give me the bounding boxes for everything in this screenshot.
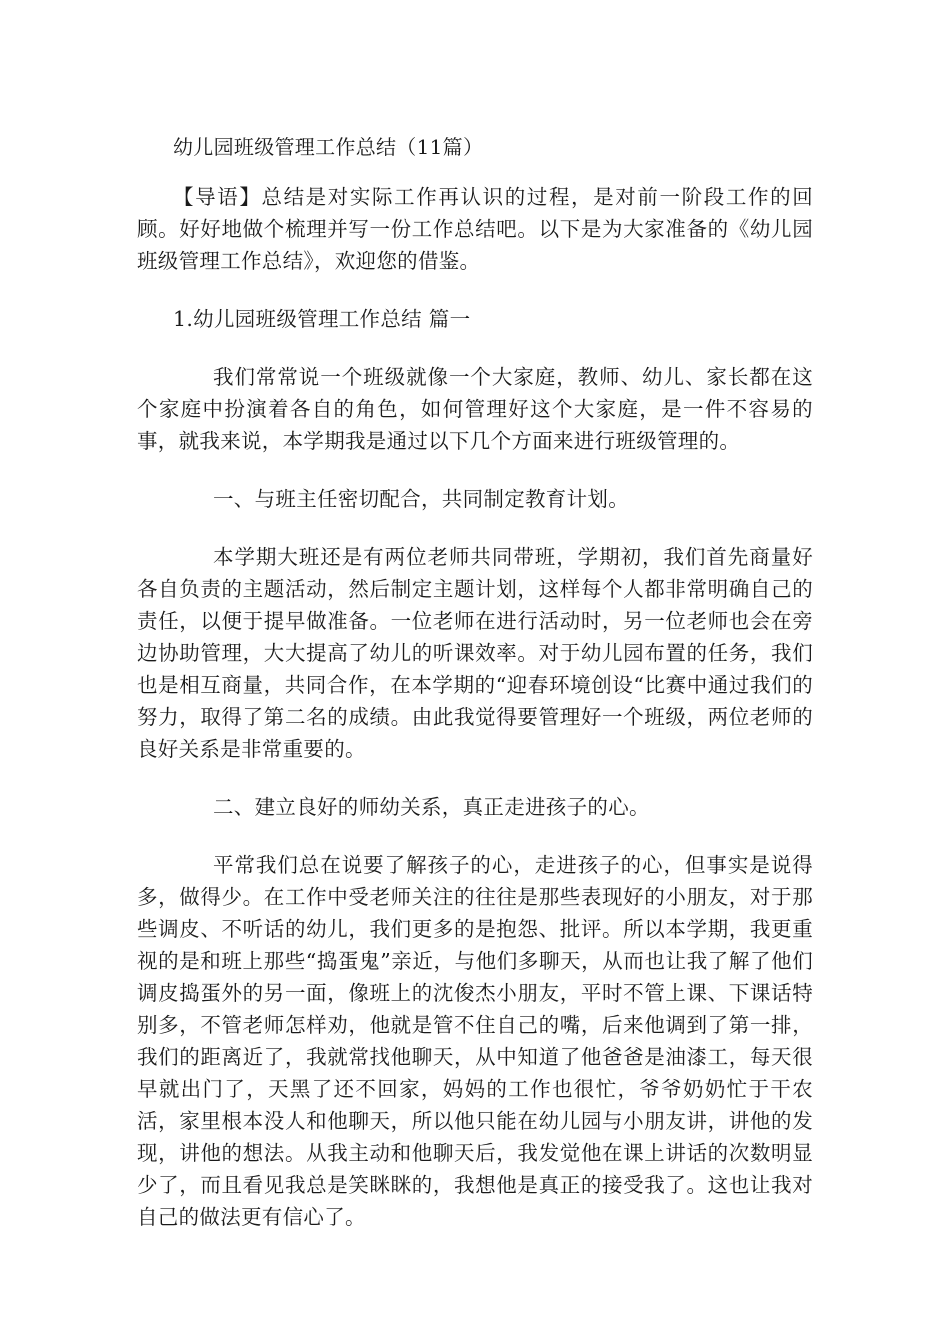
- document-title: 幼儿园班级管理工作总结（11篇）: [173, 135, 484, 159]
- paragraph-1: 我们常常说一个班级就像一个大家庭，教师、幼儿、家长都在这个家庭中扮演着各自的角色，如何管理好这个大家庭，是一件不容易的事，就我来说，本学期我是通过以下几个方面来进行班级管理的。: [137, 365, 813, 453]
- document-body: [137, 127, 813, 1233]
- section-heading: 1.幼儿园班级管理工作总结 篇一: [173, 307, 471, 331]
- paragraph-2: 本学期大班还是有两位老师共同带班，学期初，我们首先商量好各自负责的主题活动，然后制定主题计划，这样每个人都非常明确自己的责任，以便于提早做准备。一位老师在进行活动时，另一位老师也会在旁边协助管理，大大提高了幼儿的听课效率。对于幼儿园布置的任务，我们也是相互商量，共同合作，在本学期的“迎春环境创设“比赛中通过我们的努力，取得了第二名的成绩。由此我觉得要管理好一个班级，两位老师的良好关系是非常重要的。: [137, 545, 813, 761]
- subheading-1: 一、与班主任密切配合，共同制定教育计划。: [213, 487, 629, 511]
- paragraph-3: 平常我们总在说要了解孩子的心，走进孩子的心，但事实是说得多，做得少。在工作中受老师关注的往往是那些表现好的小朋友，对于那些调皮、不听话的幼儿，我们更多的是抱怨、批评。所以本学期，我更重视的是和班上那些“捣蛋鬼”亲近，与他们多聊天，从而也让我了解了他们调皮捣蛋外的另一面，像班上的沈俊杰小朋友，平时不管上课、下课话特别多，不管老师怎样劝，他就是管不住自己的嘴，后来他调到了第一排，我们的距离近了，我就常找他聊天，从中知道了他爸爸是油漆工，每天很早就出门了，天黑了还不回家，妈妈的工作也很忙，爷爷奶奶忙于干农活，家里根本没人和他聊天，所以他只能在幼儿园与小朋友讲，讲他的发现，讲他的想法。从我主动和他聊天后，我发觉他在课上讲话的次数明显少了，而且看见我总是笑眯眯的，我想他是真正的接受我了。这也让我对自己的做法更有信心了。: [137, 853, 813, 1229]
- intro-paragraph: 【导语】总结是对实际工作再认识的过程，是对前一阶段工作的回顾。好好地做个梳理并写一份工作总结吧。以下是为大家准备的《幼儿园班级管理工作总结》，欢迎您的借鉴。: [137, 185, 813, 273]
- subheading-2: 二、建立良好的师幼关系，真正走进孩子的心。: [213, 795, 650, 819]
